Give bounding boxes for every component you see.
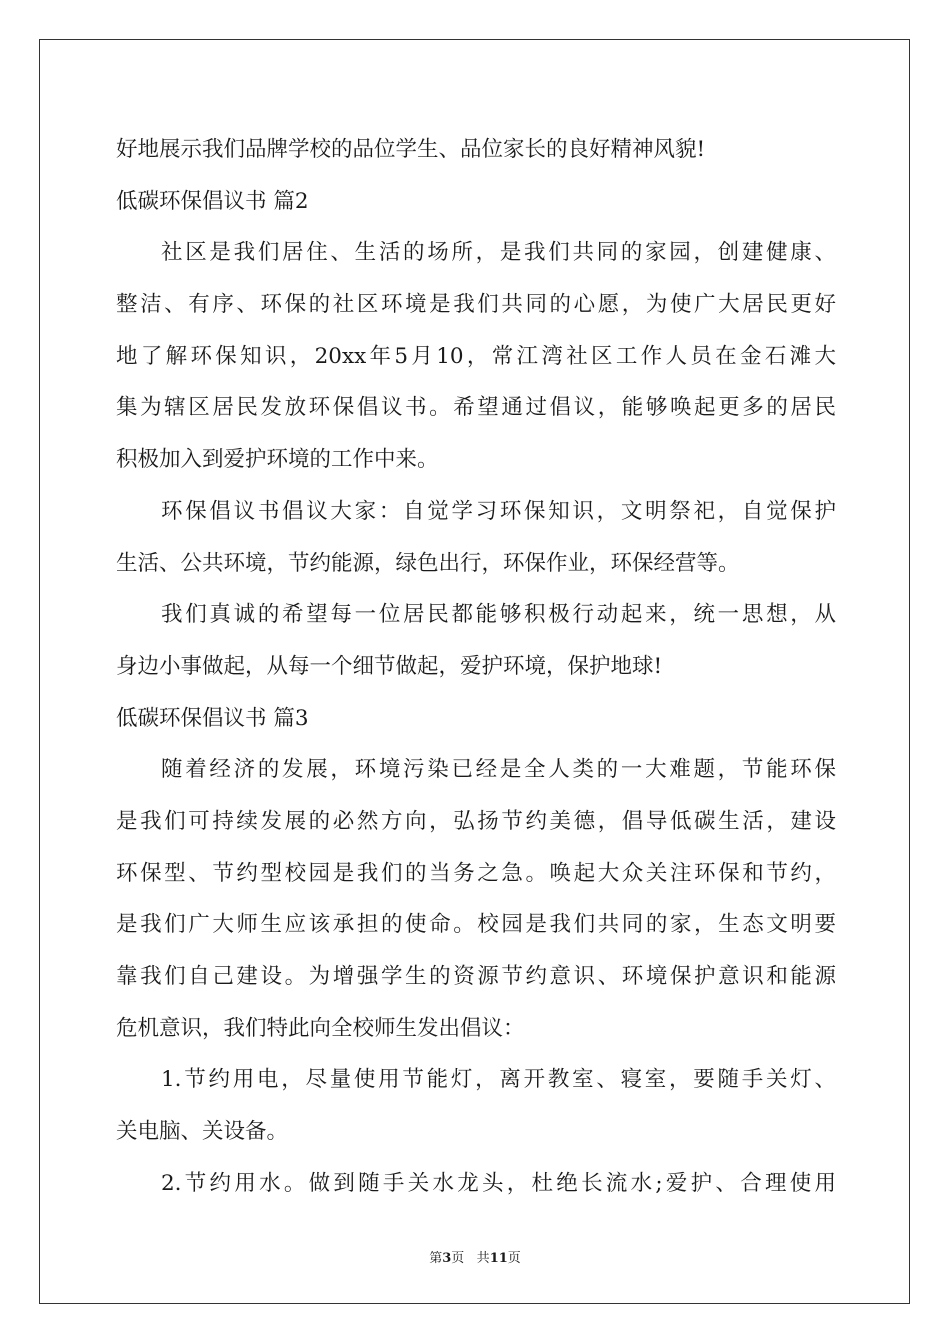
footer-page-unit: 页: [451, 1251, 465, 1266]
section-heading: 低碳环保倡议书 篇3: [116, 705, 309, 731]
paragraph-line: 靠我们自己建设。为增强学生的资源节约意识、环境保护意识和能源: [116, 964, 836, 989]
paragraph-line: 社区是我们居住、生活的场所，是我们共同的家园，创建健康、: [161, 240, 836, 266]
text-line: 好地展示我们品牌学校的品位学生、品位家长的良好精神风貌!: [116, 137, 706, 162]
paragraph-line: 地了解环保知识，20xx年5月10，常江湾社区工作人员在金石滩大: [116, 343, 836, 369]
page-footer: [0, 1247, 950, 1266]
document-body: [116, 124, 836, 1209]
paragraph-line: 身边小事做起，从每一个细节做起，爱护环境，保护地球!: [116, 653, 663, 679]
footer-total-prefix: 共: [476, 1251, 490, 1266]
list-item-line: 1.节约用电，尽量使用节能灯，离开教室、寝室，要随手关灯、: [161, 1067, 836, 1093]
footer-total-unit: 页: [507, 1251, 521, 1266]
list-item-line: 关电脑、关设备。: [116, 1119, 289, 1145]
paragraph-line: 生活、公共环境，节约能源，绿色出行，环保作业，环保经营等。: [116, 550, 740, 576]
total-page-count: 11: [489, 1251, 508, 1266]
section-heading: 低碳环保倡议书 篇2: [116, 188, 309, 214]
paragraph-line: 整洁、有序、环保的社区环境是我们共同的心愿，为使广大居民更好: [116, 292, 836, 318]
paragraph-line: 是我们可持续发展的必然方向，弘扬节约美德，倡导低碳生活，建设: [116, 808, 836, 834]
list-item-line: 2.节约用水。做到随手关水龙头，杜绝长流水;爱护、合理使用: [161, 1170, 836, 1196]
paragraph-line: 危机意识，我们特此向全校师生发出倡议：: [116, 1015, 525, 1041]
paragraph-line: 集为辖区居民发放环保倡议书。希望通过倡议，能够唤起更多的居民: [116, 395, 836, 421]
footer-prefix: 第: [429, 1251, 443, 1266]
paragraph-line: 环保倡议书倡议大家：自觉学习环保知识，文明祭祀，自觉保护: [161, 498, 836, 524]
paragraph-line: 我们真诚的希望每一位居民都能够积极行动起来，统一思想，从: [161, 602, 836, 628]
paragraph-line: 积极加入到爱护环境的工作中来。: [116, 447, 439, 473]
paragraph-line: 随着经济的发展，环境污染已经是全人类的一大难题，节能环保: [161, 757, 836, 783]
paragraph-line: 是我们广大师生应该承担的使命。校园是我们共同的家，生态文明要: [116, 912, 836, 938]
paragraph-line: 环保型、节约型校园是我们的当务之急。唤起大众关注环保和节约，: [116, 860, 836, 886]
current-page-number: 3: [442, 1251, 452, 1266]
